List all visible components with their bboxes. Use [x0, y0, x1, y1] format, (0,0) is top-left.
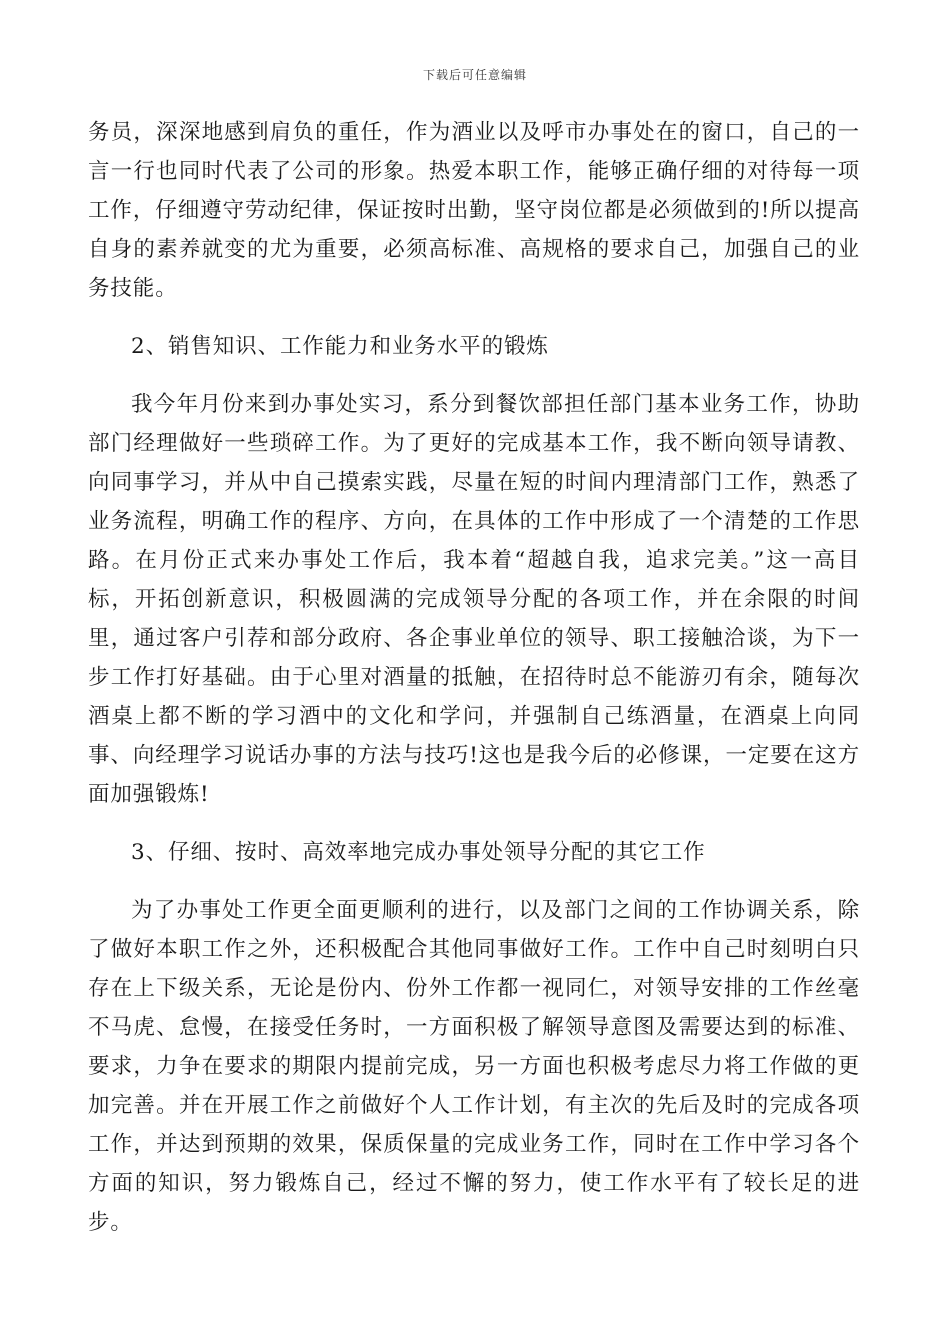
- document-body: [88, 113, 860, 1242]
- section-heading-2: 2、销售知识、工作能力和业务水平的锻炼: [131, 334, 549, 359]
- section-heading-3: 3、仔细、按时、高效率地完成办事处领导分配的其它工作: [131, 840, 706, 865]
- paragraph-other-work: 为了办事处工作更全面更顺利的进行，以及部门之间的工作协调关系，除了做好本职工作之外，还积极配合其他同事做好工作。工作中自己时刻明白只存在上下级关系，无论是份内、份外工作都一视同仁，对领导安排的工作丝毫不马虎、怠慢，在接受任务时，一方面积极了解领导意图及需要达到的标准、要求，力争在要求的期限内提前完成，另一方面也积极考虑尽力将工作做的更加完善。并在开展工作之前做好个人工作计划，有主次的先后及时的完成各项工作，并达到预期的效果，保质保量的完成业务工作，同时在工作中学习各个方面的知识，努力锻炼自己，经过不懈的努力，使工作水平有了较长足的进步。: [88, 898, 860, 1235]
- paragraph-sales-training: 我今年月份来到办事处实习，系分到餐饮部担任部门基本业务工作，协助部门经理做好一些琐碎工作。为了更好的完成基本工作，我不断向领导请教、向同事学习，并从中自己摸索实践，尽量在短的时间内理清部门工作，熟悉了业务流程，明确工作的程序、方向，在具体的工作中形成了一个清楚的工作思路。在月份正式来办事处工作后，我本着“超越自我，追求完美。”这一高目标，开拓创新意识，积极圆满的完成领导分配的各项工作，并在余限的时间里，通过客户引荐和部分政府、各企事业单位的领导、职工接触洽谈，为下一步工作打好基础。由于心里对酒量的抵触，在招待时总不能游刃有余，随每次酒桌上都不断的学习酒中的文化和学问，并强制自己练酒量，在酒桌上向同事、向经理学习说话办事的方法与技巧!这也是我今后的必修课，一定要在这方面加强锻炼!: [88, 392, 860, 807]
- spacer: [88, 814, 860, 833]
- spacer: [88, 366, 860, 385]
- spacer: [88, 872, 860, 891]
- spacer: [88, 308, 860, 327]
- page-header-note: 下载后可任意编辑: [422, 68, 527, 82]
- paragraph-duties: 务员，深深地感到肩负的重任，作为酒业以及呼市办事处在的窗口，自己的一言一行也同时代表了公司的形象。热爱本职工作，能够正确仔细的对待每一项工作，仔细遵守劳动纪律，保证按时出勤，坚守岗位都是必须做到的!所以提高自身的素养就变的尤为重要，必须高标准、高规格的要求自己，加强自己的业务技能。: [88, 120, 860, 301]
